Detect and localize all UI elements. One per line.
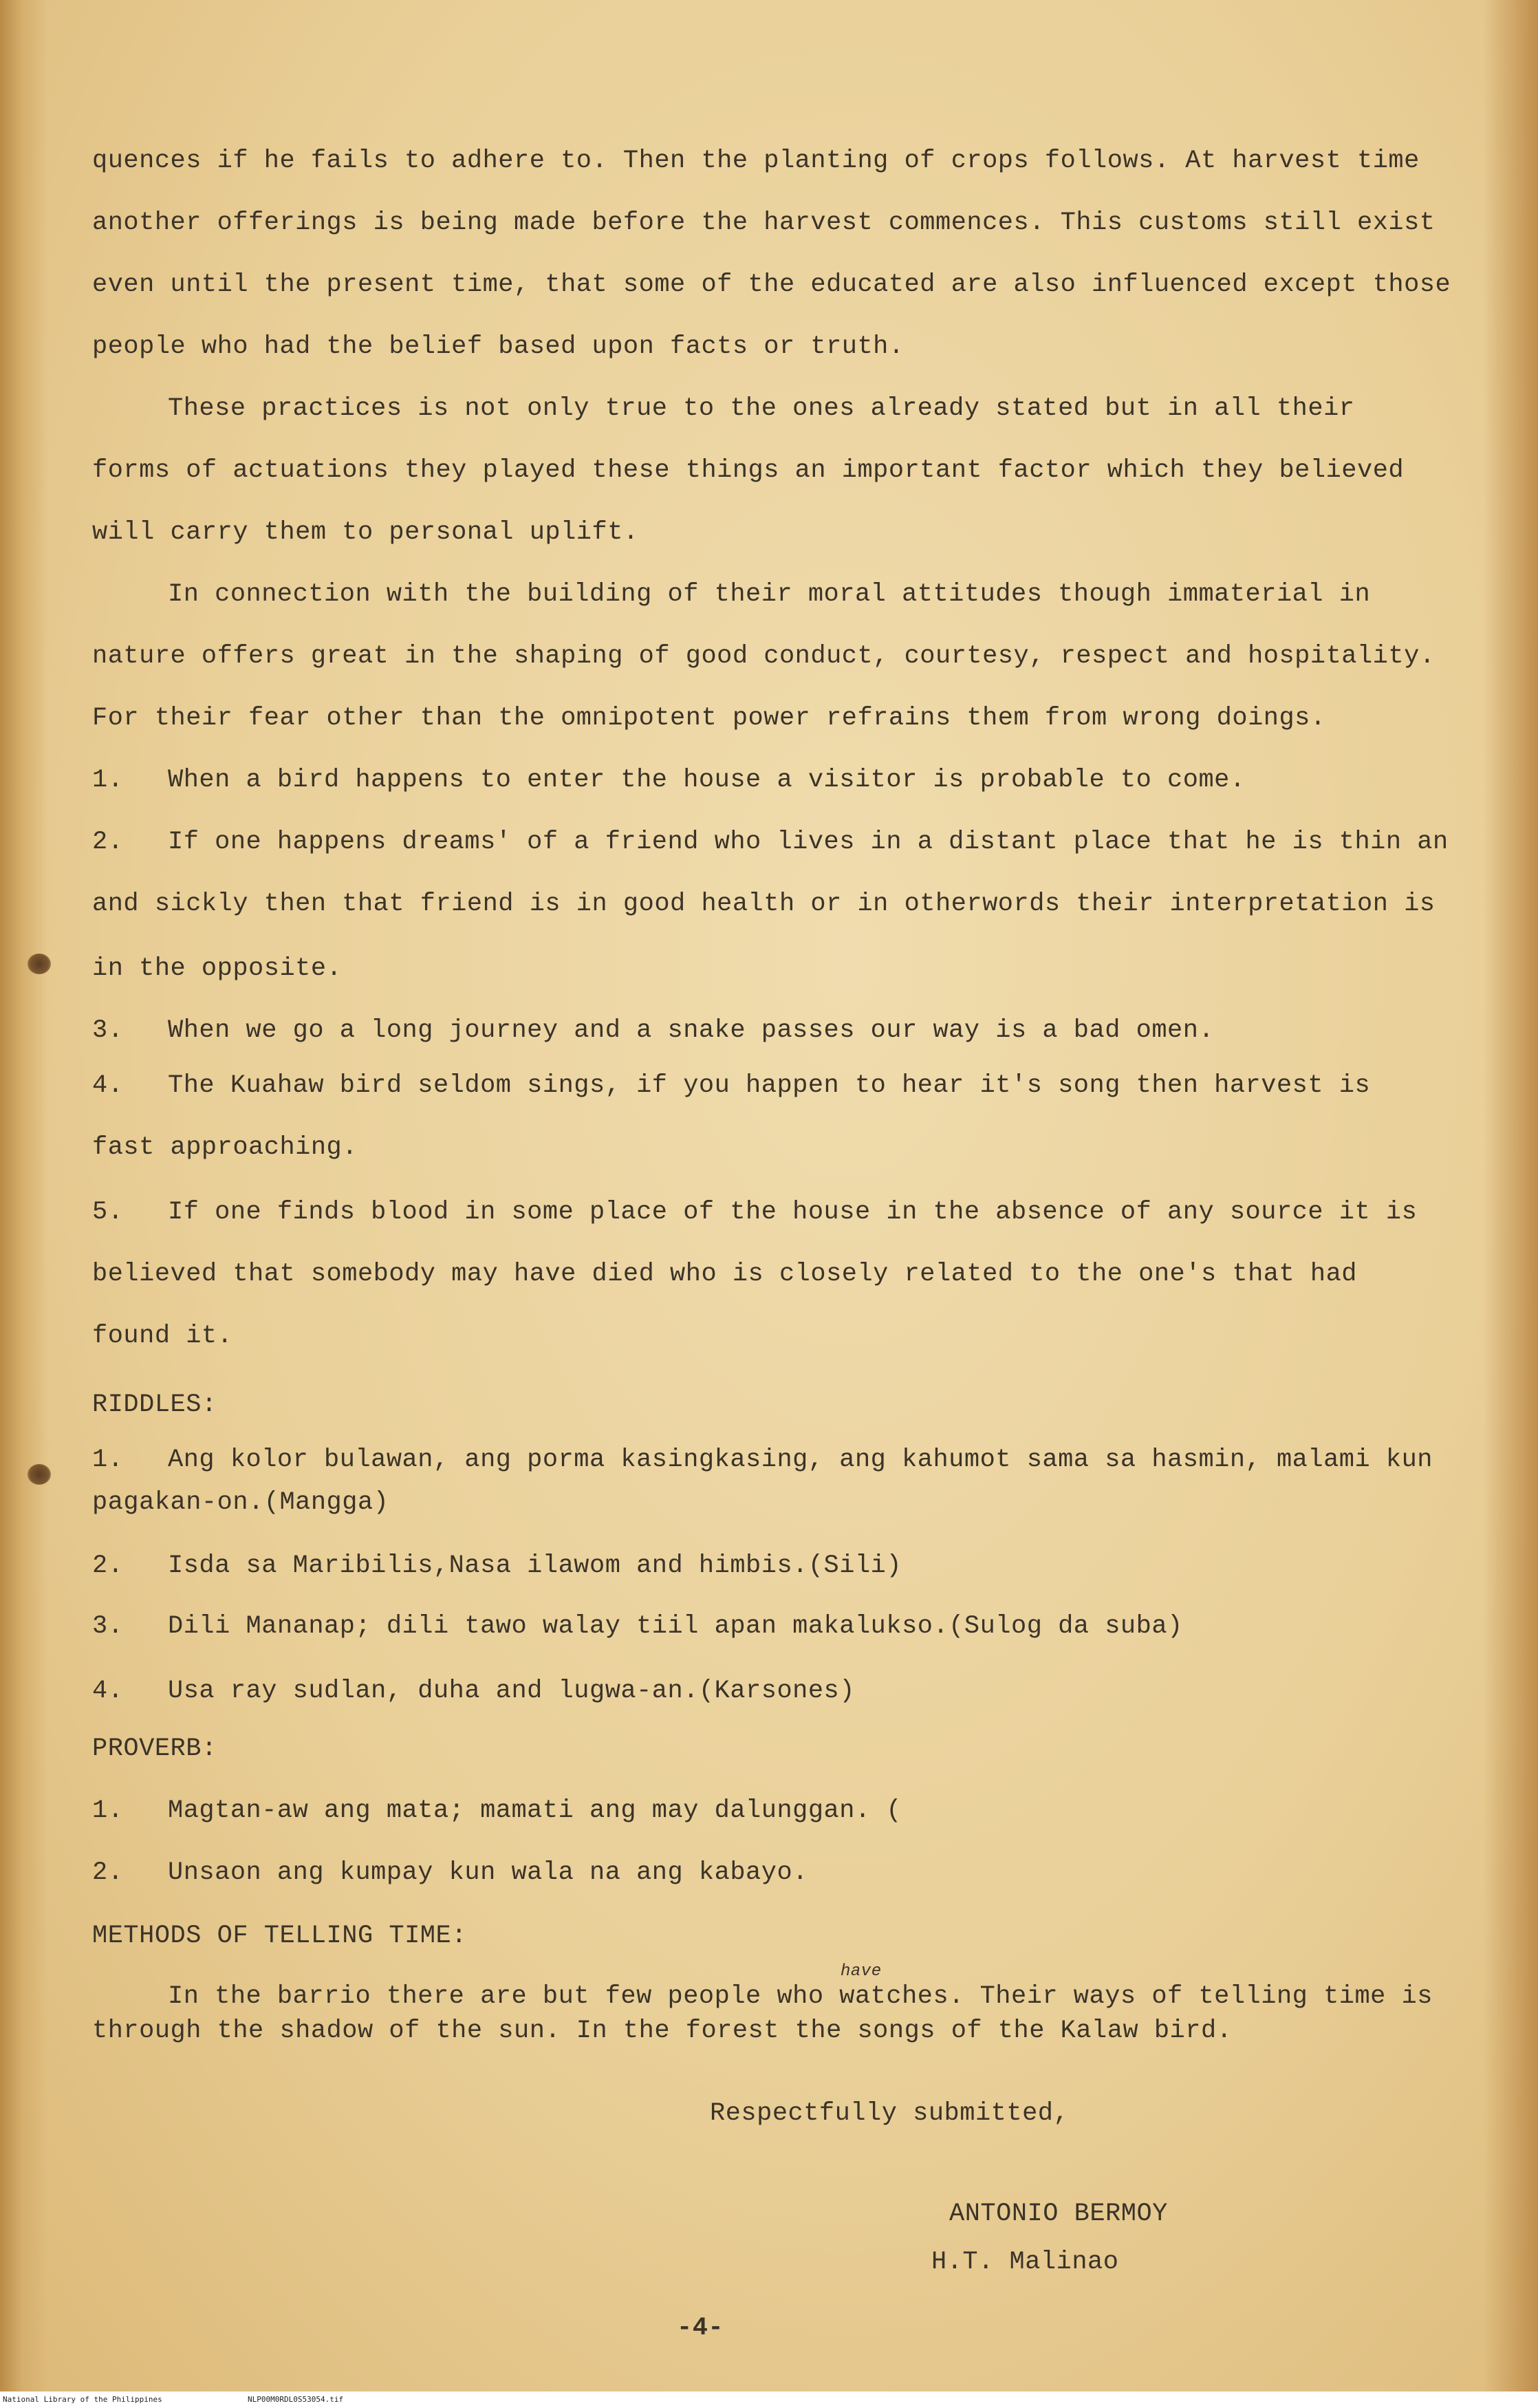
list-item — [92, 1676, 855, 1706]
list-number: 1. — [92, 1796, 124, 1825]
signer-name: ANTONIO BERMOY — [949, 2200, 1168, 2228]
list-text: Unsaon ang kumpay kun wala na ang kabayo. — [168, 1858, 808, 1887]
section-heading: RIDDLES: — [92, 1390, 217, 1419]
list-item-continuation: found it. — [92, 1322, 233, 1351]
list-item-continuation: believed that somebody may have died who is closely related to the one's that had — [92, 1260, 1357, 1289]
list-number: 2. — [92, 828, 124, 857]
list-item — [92, 765, 1246, 795]
page-number: -4- — [677, 2314, 724, 2343]
list-text: The Kuahaw bird seldom sings, if you happen to hear it's song then harvest is — [168, 1071, 1371, 1100]
list-text: Dili Mananap; dili tawo walay tiil apan makalukso.(Sulog da suba) — [168, 1612, 1183, 1641]
scan-footer — [0, 2391, 1538, 2408]
list-text: Isda sa Maribilis,Nasa ilawom and himbis.(Sili) — [168, 1551, 902, 1580]
list-number: 4. — [92, 1071, 124, 1100]
paragraph-line: For their fear other than the omnipotent power refrains them from wrong doings. — [92, 704, 1326, 733]
list-number: 2. — [92, 1858, 124, 1887]
section-heading: PROVERB: — [92, 1734, 217, 1763]
list-text: Ang kolor bulawan, ang porma kasingkasing, ang kahumot sama sa hasmin, malami kun — [168, 1445, 1433, 1474]
paragraph-line: In connection with the building of their moral attitudes though immaterial in — [168, 580, 1371, 609]
list-text: Usa ray sudlan, duha and lugwa-an.(Karsones) — [168, 1677, 855, 1706]
list-item — [92, 1858, 808, 1888]
paragraph-line: another offerings is being made before the harvest commences. This customs still exist — [92, 208, 1436, 237]
paragraph-line: through the shadow of the sun. In the forest the songs of the Kalaw bird. — [92, 2017, 1233, 2045]
list-number: 1. — [92, 766, 124, 795]
list-item — [92, 1796, 902, 1826]
list-number: 4. — [92, 1677, 124, 1706]
list-text: If one happens dreams' of a friend who lives in a distant place that he is thin an — [168, 828, 1449, 857]
list-item — [92, 1551, 902, 1581]
list-text: Magtan-aw ang mata; mamati ang may dalunggan. ( — [168, 1796, 902, 1825]
list-item-continuation: pagakan-on.(Mangga) — [92, 1488, 389, 1517]
list-text: When we go a long journey and a snake passes our way is a bad omen. — [168, 1016, 1215, 1045]
list-item-continuation: fast approaching. — [92, 1133, 358, 1162]
list-number: 1. — [92, 1445, 124, 1474]
paragraph-line: nature offers great in the shaping of good conduct, courtesy, respect and hospitality. — [92, 642, 1436, 671]
list-number: 3. — [92, 1016, 124, 1045]
list-item — [92, 1015, 1214, 1046]
footer-filename: NLP00M0RDL0S53054.tif — [248, 2395, 344, 2404]
list-item-continuation: in the opposite. — [92, 954, 343, 983]
closing-line: Respectfully submitted, — [710, 2099, 1070, 2128]
paragraph-line: quences if he fails to adhere to. Then the planting of crops follows. At harvest time — [92, 147, 1420, 175]
paragraph-line: people who had the belief based upon facts or truth. — [92, 332, 905, 361]
paragraph-line: will carry them to personal uplift. — [92, 518, 639, 547]
handwritten-insertion: have — [841, 1962, 882, 1981]
paragraph-line: In the barrio there are but few people who watches. Their ways of telling time is — [168, 1982, 1433, 2011]
list-item-continuation: and sickly then that friend is in good health or in otherwords their interpretation is — [92, 890, 1436, 918]
list-number: 3. — [92, 1612, 124, 1641]
section-heading: METHODS OF TELLING TIME: — [92, 1922, 467, 1950]
list-number: 5. — [92, 1198, 124, 1227]
paragraph-line: forms of actuations they played these things an important factor which they believed — [92, 456, 1405, 485]
list-text: If one finds blood in some place of the house in the absence of any source it is — [168, 1198, 1418, 1227]
paragraph-line: even until the present time, that some of the educated are also influenced except those — [92, 270, 1451, 299]
list-item — [92, 827, 1449, 857]
list-text: When a bird happens to enter the house a visitor is probable to come. — [168, 766, 1246, 795]
list-item — [92, 1197, 1417, 1227]
list-item — [92, 1071, 1370, 1101]
list-item — [92, 1611, 1183, 1642]
list-item — [92, 1445, 1433, 1475]
footer-library: National Library of the Philippines — [3, 2395, 162, 2404]
signer-title: H.T. Malinao — [931, 2248, 1119, 2277]
paragraph-line: These practices is not only true to the ones already stated but in all their — [168, 394, 1355, 423]
list-number: 2. — [92, 1551, 124, 1580]
